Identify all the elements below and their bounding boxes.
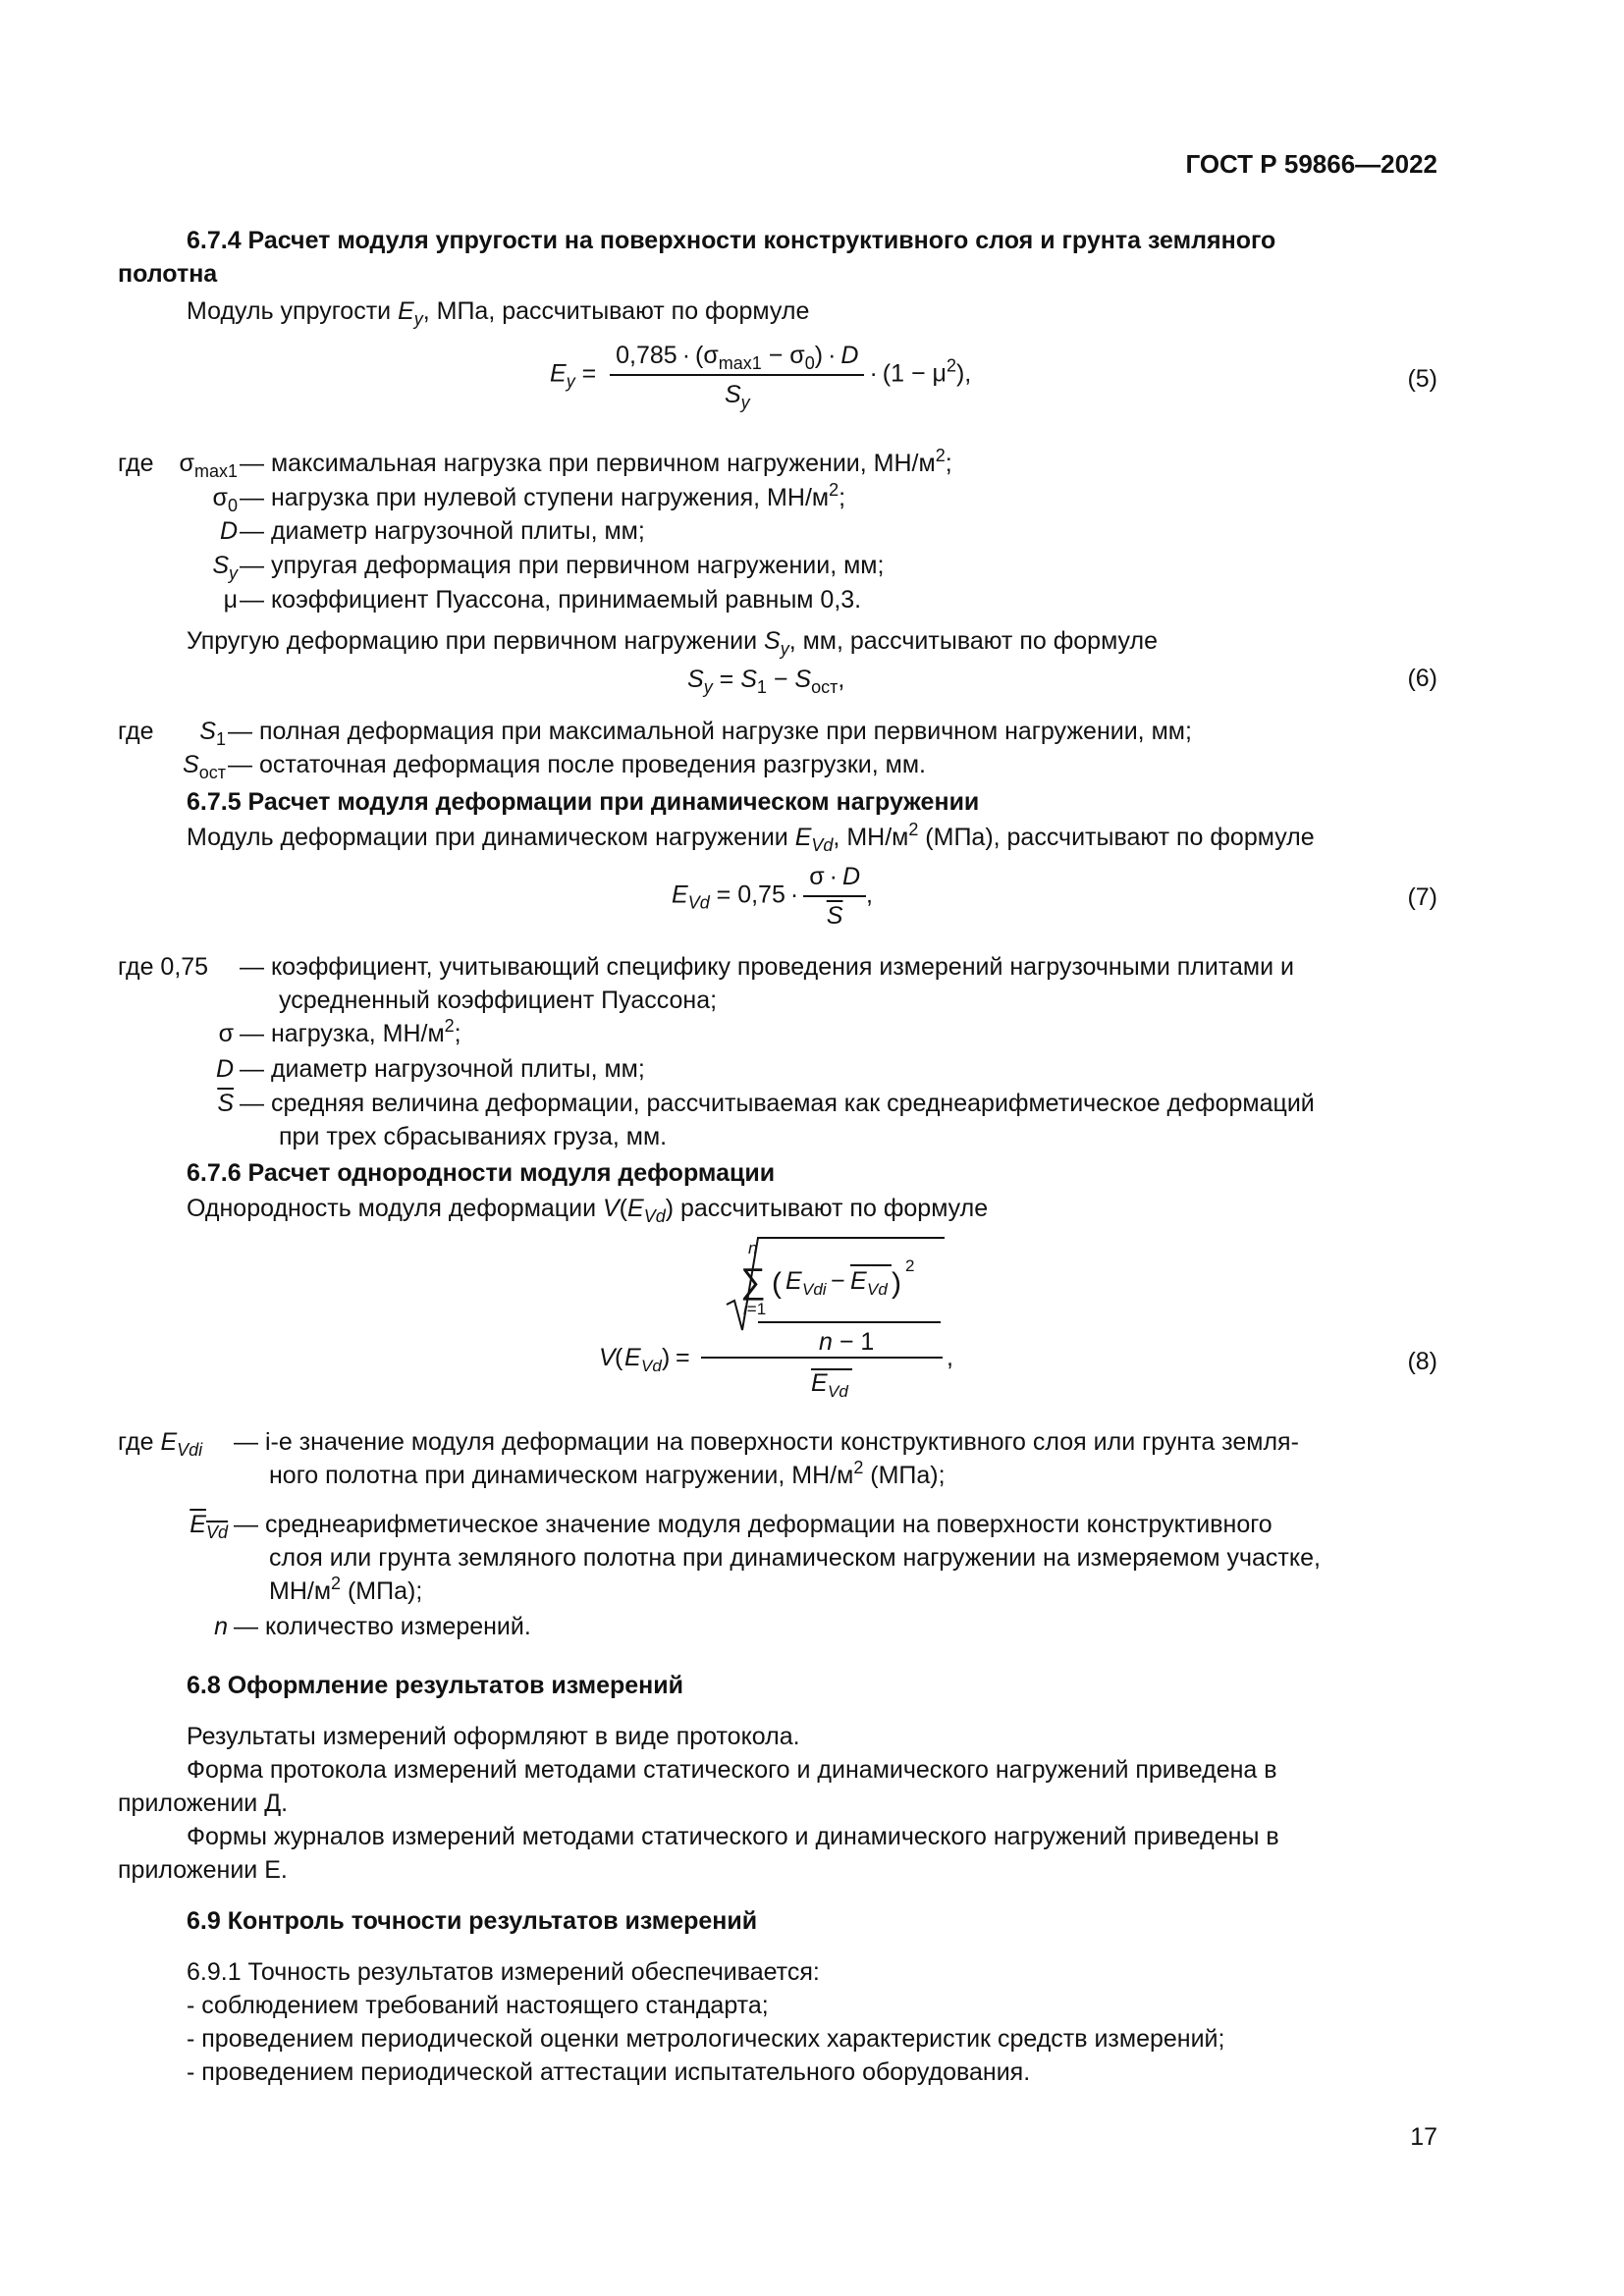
def-sigma-symbol: σ <box>218 1020 234 1047</box>
svg-text:n − 1: n − 1 <box>819 1328 875 1356</box>
def-sigma-text: — нагрузка, $МН/м^2$; <box>240 1016 461 1047</box>
section-6-8-p2: Форма протокола измерений методами статического и динамического нагружений приведена в приложении Д. <box>118 1756 1277 1817</box>
def-sigma-0-symbol: $\sigma_0$ <box>212 484 238 515</box>
where-label: где <box>118 450 154 477</box>
def-S1-symbol: $S_1$ <box>199 718 226 749</box>
def-D-text: — диаметр нагрузочной плиты, мм; <box>240 517 645 545</box>
section-6-8-p3: Формы журналов измерений методами статического и динамического нагружений приведены в приложении Е. <box>118 1823 1279 1884</box>
equation-number-8: (8) <box>1407 1348 1437 1375</box>
def-EVd-symbol: $E_{Vd}$ <box>189 1511 228 1542</box>
section-6-8-title: 6.8 Оформление результатов измерений <box>187 1672 684 1699</box>
section-6-7-5-title: 6.7.5 Расчет модуля деформации при динамическом нагружении <box>187 788 980 816</box>
svg-text:E: E <box>624 1344 641 1371</box>
def-Sost-text: — остаточная деформация после проведения разгрузки, мм. <box>228 751 926 778</box>
formula-7: $E_{Vd} = 0,75$ · $\frac{\sigma \cdot D}{S}$ , <box>672 860 873 933</box>
def-Sbar-text: — средняя величина деформации, рассчитываемая как среднеарифметическое деформаций при трех сбрасываниях груза, мм. <box>240 1090 1315 1150</box>
def-EVd-text: — среднеарифметическое значение модуля деформации на поверхности конструктивного слоя или грунта земляного полотна при динамическом нагружении на измеряемом участке, $МН/м^2$ (МПа); <box>234 1511 1321 1605</box>
def-D-symbol: D <box>219 517 238 545</box>
def-sigma-max1-text: — максимальная нагрузка при первичном нагружении, $МН/м^2$; <box>240 446 952 477</box>
section-6-7-4-intro: Модуль упругости $E_y$, МПа, рассчитывают по формуле <box>187 297 810 329</box>
where-label-8: где $E_{Vdi}$ <box>118 1428 203 1460</box>
list-item: - соблюдением требований настоящего стандарта; <box>187 1992 769 2019</box>
def-Sbar-symbol: $\overline{S}$ <box>217 1090 234 1117</box>
section-6-7-6-title: 6.7.6 Расчет однородности модуля деформации <box>187 1159 776 1187</box>
section-6-9-p1: 6.9.1 Точность результатов измерений обеспечивается: <box>187 1958 820 1986</box>
svg-text:Vd: Vd <box>641 1357 662 1375</box>
svg-text:∑: ∑ <box>740 1260 766 1301</box>
def-Sy-text: — упругая деформация при первичном нагружении, мм; <box>240 552 885 579</box>
svg-text:n: n <box>748 1239 758 1257</box>
formula-6: $S_y = S_1 - S_{ост}$, <box>687 666 845 697</box>
section-6-7-4-title: 6.7.4 Расчет модуля упругости на поверхности конструктивного слоя и грунта земляного полотна <box>118 227 1276 288</box>
svg-text:,: , <box>947 1344 953 1371</box>
standard-number: ГОСТ Р 59866—2022 <box>1185 149 1437 179</box>
equation-number-6: (6) <box>1407 665 1437 692</box>
svg-text:Vdi: Vdi <box>802 1280 827 1299</box>
svg-text:E: E <box>811 1369 828 1397</box>
def-075-lead: где 0,75 <box>118 953 209 981</box>
def-Sy-symbol: $S_y$ <box>212 552 238 583</box>
def-n-symbol: n <box>214 1613 228 1640</box>
def-EVdi-text: — i-е значение модуля деформации на поверхности конструктивного слоя или грунта земля- ного полотна при динамическом нагружении, $МН/м^2$ (МПа); <box>234 1428 1299 1489</box>
def-n-text: — количество измерений. <box>234 1613 531 1640</box>
def-Sost-symbol: $S_{ост}$ <box>183 751 226 782</box>
def-mu-symbol: μ <box>223 586 238 614</box>
def-D2-symbol: D <box>215 1055 234 1083</box>
def-D2-text: — диаметр нагрузочной плиты, мм; <box>240 1055 645 1083</box>
list-item: - проведением периодической аттестации испытательного оборудования. <box>187 2058 1031 2086</box>
section-6-7-6-intro: Однородность модуля деформации $V(E_{Vd})$ рассчитывают по формуле <box>187 1195 989 1226</box>
formula-8 <box>599 1232 972 1409</box>
def-mu-text: — коэффициент Пуассона, принимаемый равным 0,3. <box>240 586 862 614</box>
section-6-9-title: 6.9 Контроль точности результатов измерений <box>187 1907 758 1935</box>
list-item: - проведением периодической оценки метрологических характеристик средств измерений; <box>187 2025 1225 2053</box>
svg-text:=: = <box>676 1344 690 1371</box>
svg-text:): ) <box>892 1267 901 1300</box>
svg-text:(: ( <box>772 1267 782 1300</box>
where-label-6: где <box>118 718 154 745</box>
def-S1-text: — полная деформация при максимальной нагрузке при первичном нагружении, мм; <box>228 718 1192 745</box>
svg-text:2: 2 <box>905 1256 915 1275</box>
def-sigma-0-text: — нагрузка при нулевой ступени нагружения, $МН/м^2$; <box>240 480 846 511</box>
svg-text:E: E <box>850 1267 867 1295</box>
def-sigma-max1-symbol: $\sigma_{max1}$ <box>179 450 238 481</box>
equation-number-7: (7) <box>1407 883 1437 911</box>
section-6-7-5-intro: Модуль деформации при динамическом нагружении $E_{Vd}$, $МН/м^2$ (МПа), рассчитывают по формуле <box>187 820 1315 855</box>
svg-text:−: − <box>831 1267 845 1295</box>
formula-5: $E_y$ = $\frac{0,785 \cdot (\sigma_{max1} - \sigma_0) \cdot D}{S_y}$ · $(1 - \mu^2)$, <box>550 339 971 411</box>
svg-text:V: V <box>599 1344 616 1371</box>
svg-text:): ) <box>662 1344 671 1371</box>
equation-number-5: (5) <box>1407 365 1437 393</box>
svg-text:Vd: Vd <box>867 1280 888 1299</box>
def-075-text: — коэффициент, учитывающий специфику проведения измерений нагрузочными плитами и усредненный коэффициент Пуассона; <box>240 953 1294 1014</box>
page-number: 17 <box>1410 2123 1437 2151</box>
svg-text:i=1: i=1 <box>743 1300 767 1318</box>
svg-text:(: ( <box>615 1344 623 1371</box>
section-6-8-p1: Результаты измерений оформляют в виде протокола. <box>187 1723 800 1750</box>
svg-text:Vd: Vd <box>828 1382 848 1401</box>
sy-intro: Упругую деформацию при первичном нагружении $S_y$, мм, рассчитывают по формуле <box>187 627 1158 659</box>
svg-text:E: E <box>785 1267 802 1295</box>
